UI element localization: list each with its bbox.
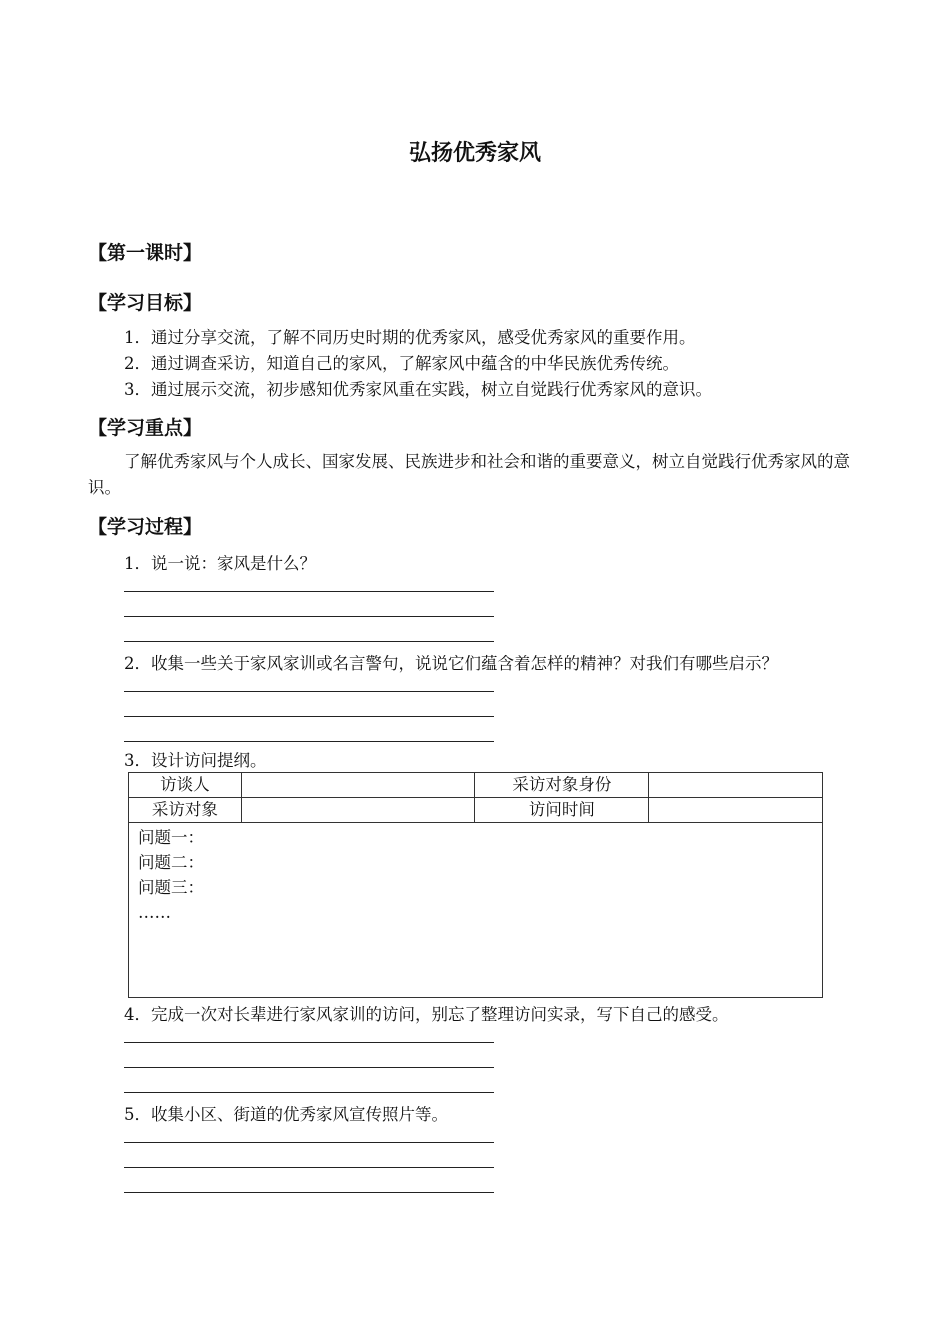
answer-line [124, 1092, 494, 1093]
interview-outline-table [128, 772, 823, 998]
document-title: 弘扬优秀家风 [408, 141, 541, 166]
question-1: 1．说一说：家风是什么？ [124, 554, 316, 573]
question-line: 问题三： [138, 878, 204, 897]
answer-line [124, 716, 494, 717]
process-heading: 【学习过程】 [88, 516, 203, 538]
time-cell[interactable] [649, 798, 823, 823]
objective-item: 3．通过展示交流，初步感知优秀家风重在实践，树立自觉践行优秀家风的意识。 [124, 380, 712, 399]
time-label: 访问时间 [475, 798, 649, 823]
answer-line [124, 1192, 494, 1193]
answer-line [124, 1167, 494, 1168]
objective-item: 1．通过分享交流，了解不同历史时期的优秀家风，感受优秀家风的重要作用。 [124, 328, 696, 347]
question-line: 问题一： [138, 828, 204, 847]
answer-line [124, 591, 494, 592]
objective-item: 2．通过调查采访，知道自己的家风，了解家风中蕴含的中华民族优秀传统。 [124, 354, 679, 373]
answer-line [124, 741, 494, 742]
lesson-heading: 【第一课时】 [88, 242, 203, 264]
question-line: …… [138, 903, 171, 922]
answer-line [124, 616, 494, 617]
questions-cell[interactable] [129, 823, 823, 998]
focus-paragraph: 了解优秀家风与个人成长、国家发展、民族进步和社会和谐的重要意义，树立自觉践行优秀家风的意识。 [88, 452, 850, 497]
answer-line [124, 1067, 494, 1068]
answer-line [124, 641, 494, 642]
subject-label: 采访对象 [129, 798, 242, 823]
subject-cell[interactable] [241, 798, 475, 823]
question-2: 2．收集一些关于家风家训或名言警句，说说它们蕴含着怎样的精神？对我们有哪些启示？ [124, 654, 778, 673]
question-3: 3．设计访问提纲。 [124, 751, 267, 770]
interviewer-cell[interactable] [241, 773, 475, 798]
question-5: 5．收集小区、街道的优秀家风宣传照片等。 [124, 1105, 448, 1124]
objectives-heading: 【学习目标】 [88, 292, 203, 314]
focus-heading: 【学习重点】 [88, 417, 203, 439]
question-4: 4．完成一次对长辈进行家风家训的访问，别忘了整理访问实录，写下自己的感受。 [124, 1005, 729, 1024]
answer-line [124, 1042, 494, 1043]
answer-line [124, 1142, 494, 1143]
answer-line [124, 691, 494, 692]
interviewer-label: 访谈人 [129, 773, 242, 798]
question-line: 问题二： [138, 853, 204, 872]
identity-cell[interactable] [649, 773, 823, 798]
identity-label: 采访对象身份 [475, 773, 649, 798]
